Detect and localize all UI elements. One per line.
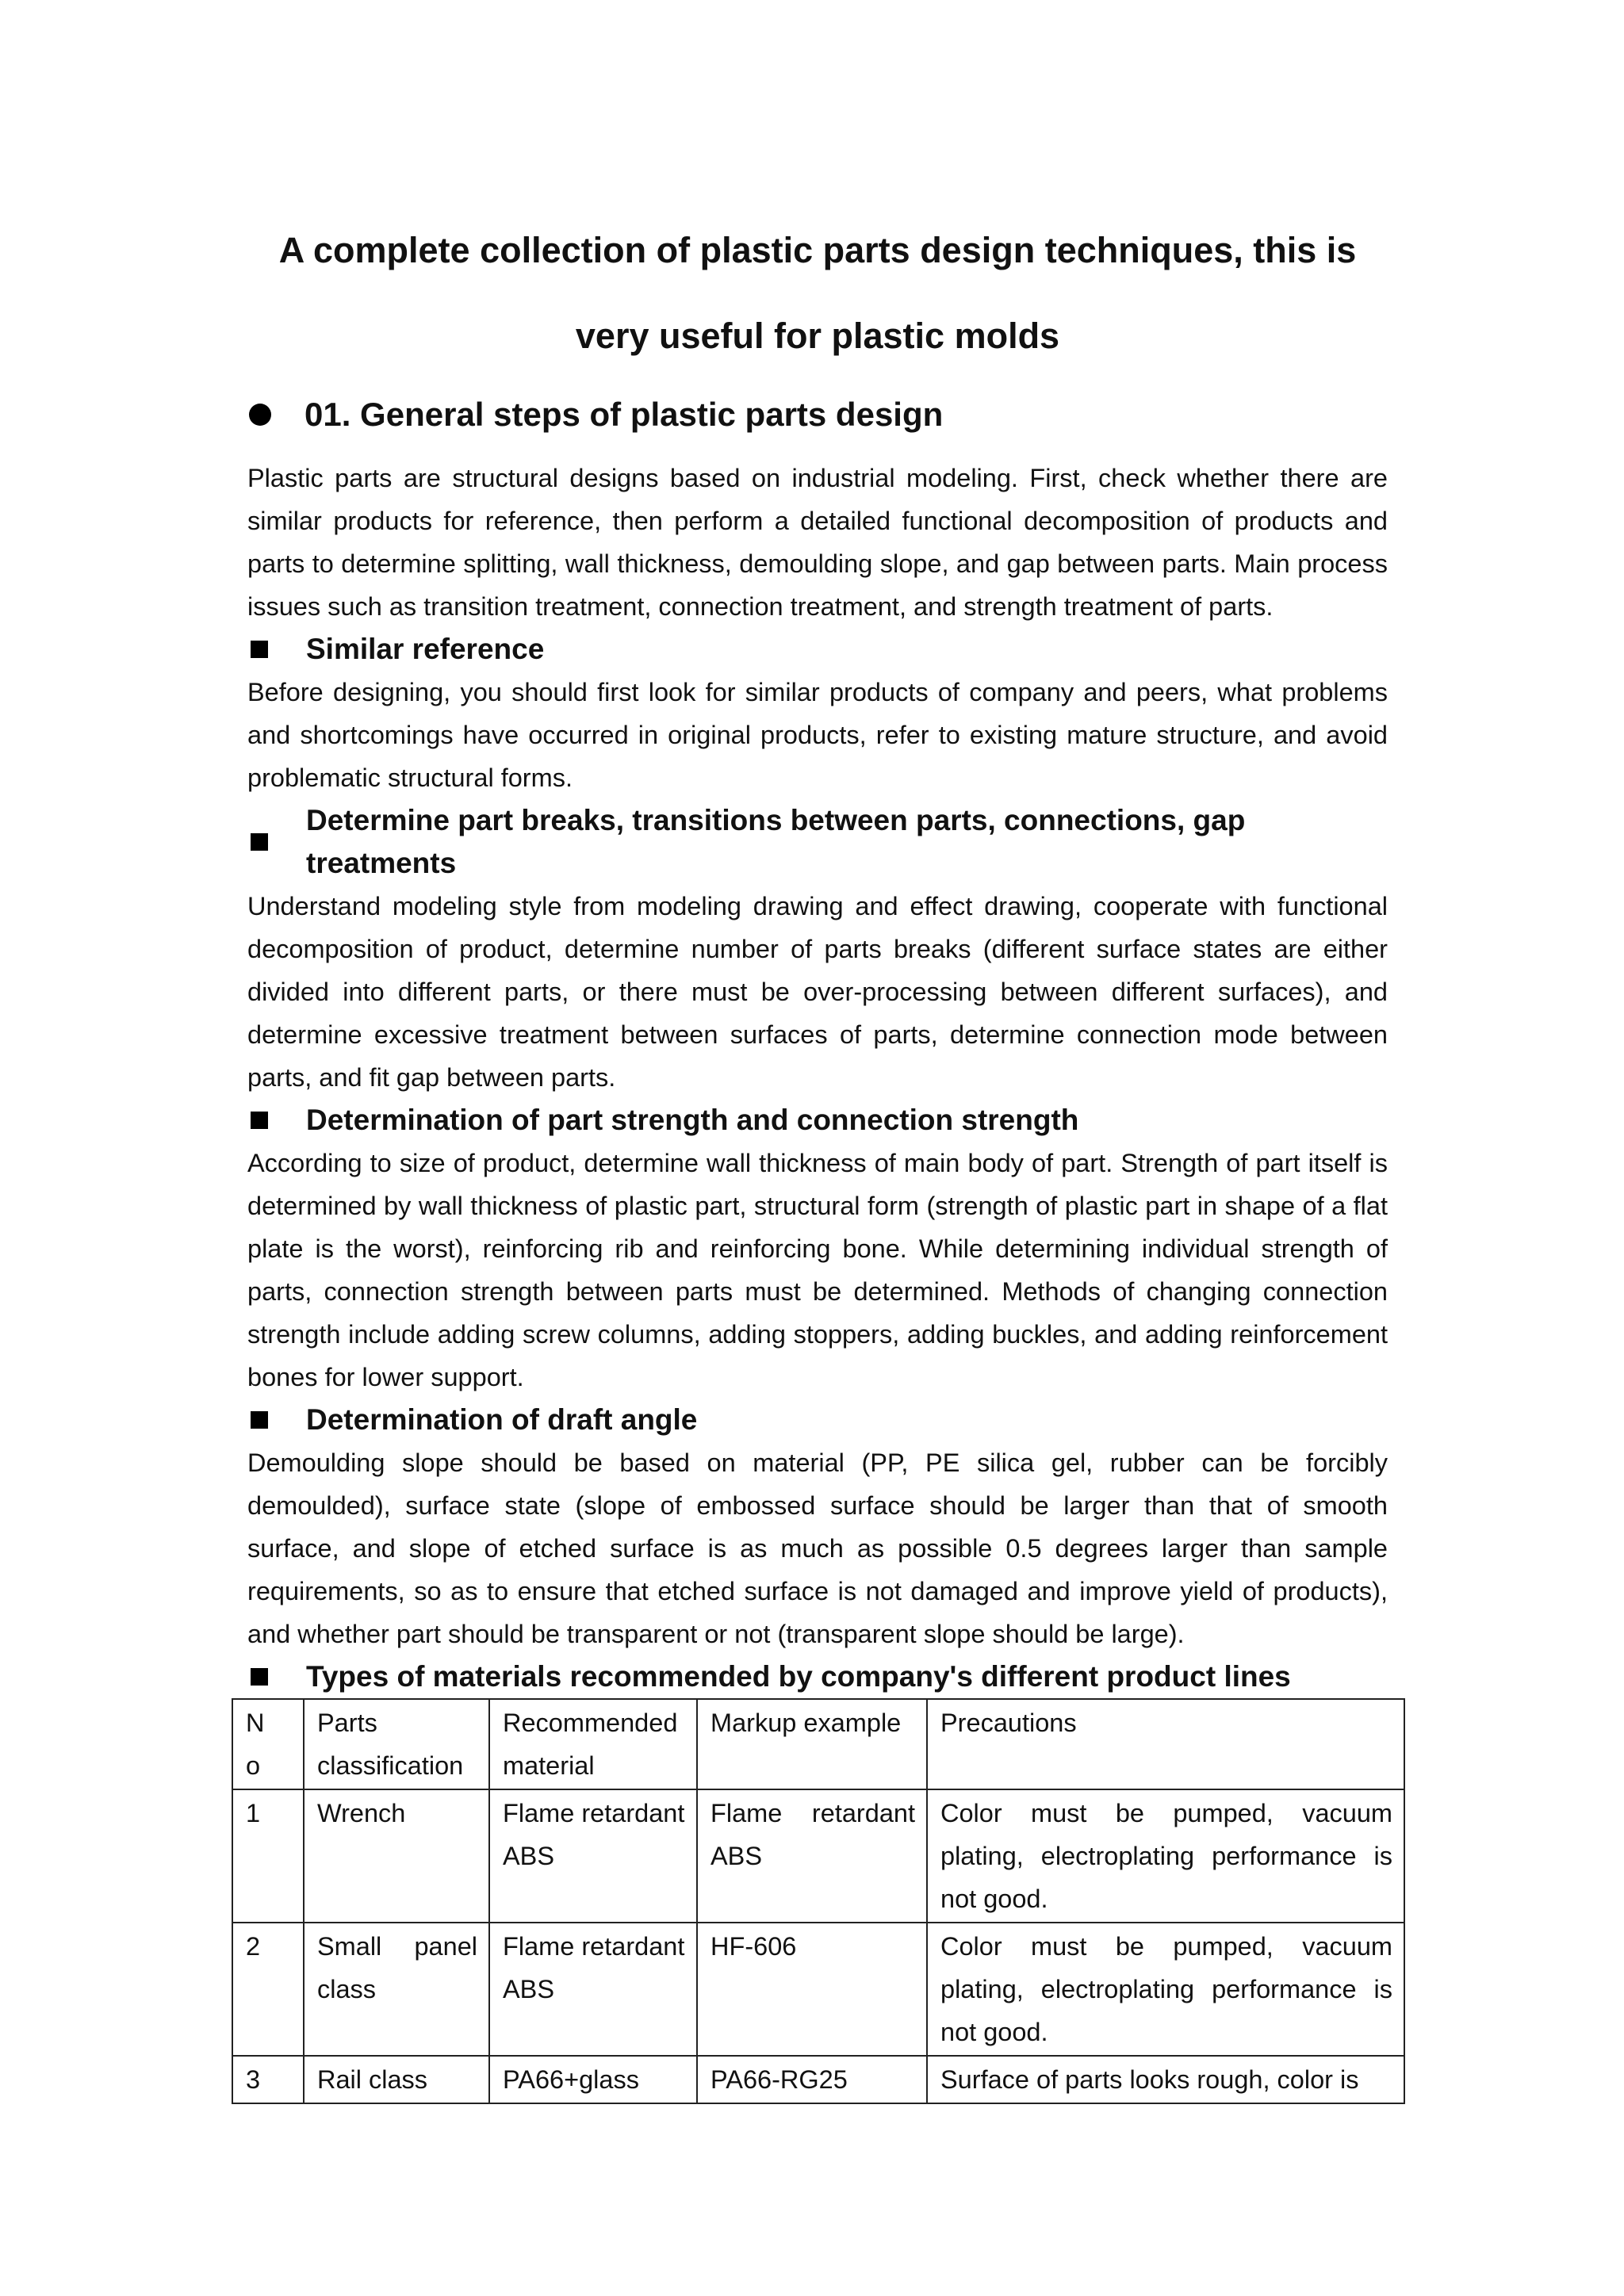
square-bullet-icon (251, 641, 268, 658)
subsection-heading-text: Types of materials recommended by company's different product lines (306, 1660, 1291, 1693)
section-heading-text: 01. General steps of plastic parts design (304, 396, 944, 433)
square-bullet-icon (251, 1112, 268, 1129)
table-cell: 3 (232, 2056, 304, 2103)
subsection-body: According to size of product, determine wall thickness of main body of part. Strength of part itself is determined by wall thickness of plastic part, structural form (strength of plastic part in shape of a flat plate is the worst), reinforcing rib and reinforcing bone. While determining individual strength of parts, connection strength between parts must be determined. Methods of changing connection strength include adding screw columns, adding stoppers, adding buckles, and adding reinforcement bones for lower support. (247, 1149, 1388, 1391)
table-cell: Color must be pumped, vacuum plating, electroplating performance is not good. (927, 1789, 1404, 1923)
table-cell: Flame retardant ABS (697, 1789, 927, 1923)
square-bullet-icon (251, 1411, 268, 1429)
title-line-2: very useful for plastic molds (575, 316, 1060, 356)
header-cell: Recommended material (489, 1699, 697, 1789)
subsection-heading (247, 799, 1388, 885)
title-line-1: A complete collection of plastic parts design techniques, this is (278, 230, 1357, 270)
subsection-heading-text: Determination of draft angle (306, 1403, 698, 1436)
document-page (246, 208, 1392, 2104)
square-bullet-icon (251, 1668, 268, 1686)
subsection-heading (247, 1655, 1388, 1698)
header-cell: Markup example (697, 1699, 927, 1789)
square-bullet-icon (251, 833, 268, 851)
subsection-heading-text: Determination of part strength and connection strength (306, 1104, 1079, 1136)
subsection-heading (247, 1399, 1388, 1441)
table-cell: PA66+glass (489, 2056, 697, 2103)
table-cell: Color must be pumped, vacuum plating, electroplating performance is not good. (927, 1923, 1404, 2056)
subsection-body: Demoulding slope should be based on material (PP, PE silica gel, rubber can be forcibly demoulded), surface state (slope of embossed surface should be larger than that of smooth surface, and slope of etched surface is as much as possible 0.5 degrees larger than sample requirements, so as to ensure that etched surface is not damaged and improve yield of products), and whether part should be transparent or not (transparent slope should be large). (247, 1448, 1388, 1648)
table-cell: Small panel class (304, 1923, 489, 2056)
table-cell: Flame retardant ABS (489, 1923, 697, 2056)
table-header-row (232, 1699, 1404, 1789)
subsection-heading-text: Determine part breaks, transitions between parts, connections, gap treatments (306, 804, 1246, 879)
subsection-heading (247, 1099, 1388, 1142)
subsection-body: Understand modeling style from modeling drawing and effect drawing, cooperate with functional decomposition of product, determine number of parts breaks (different surface states are either divided into different parts, or there must be over-processing between different surfaces), and determine excessive treatment between surfaces of parts, determine connection mode between parts, and fit gap between parts. (247, 892, 1388, 1092)
materials-table (232, 1698, 1405, 2104)
table-cell: Surface of parts looks rough, color is (927, 2056, 1404, 2103)
table-row (232, 1923, 1404, 2056)
subsection-body: Before designing, you should first look for similar products of company and peers, what problems and shortcomings have occurred in original products, refer to existing mature structure, and avoid problematic structural forms. (247, 678, 1388, 792)
table-cell: Flame retardant ABS (489, 1789, 697, 1923)
table-cell: PA66-RG25 (697, 2056, 927, 2103)
table-row (232, 1789, 1404, 1923)
table-cell: 1 (232, 1789, 304, 1923)
bullet-dot-icon (249, 404, 271, 426)
table-cell: Wrench (304, 1789, 489, 1923)
table-row (232, 2056, 1404, 2103)
header-cell: Parts classification (304, 1699, 489, 1789)
table-cell: 2 (232, 1923, 304, 2056)
section-heading (247, 388, 1388, 441)
document-title (216, 208, 1419, 379)
subsection-heading (247, 628, 1388, 671)
header-cell: N o (232, 1699, 304, 1789)
subsection-heading-text: Similar reference (306, 633, 545, 665)
header-cell: Precautions (927, 1699, 1404, 1789)
section-intro: Plastic parts are structural designs based on industrial modeling. First, check whether there are similar products for reference, then perform a detailed functional decomposition of products and parts to determine splitting, wall thickness, demoulding slope, and gap between parts. Main process issues such as transition treatment, connection treatment, and strength treatment of parts. (247, 464, 1388, 621)
table-cell: HF-606 (697, 1923, 927, 2056)
table-cell: Rail class (304, 2056, 489, 2103)
